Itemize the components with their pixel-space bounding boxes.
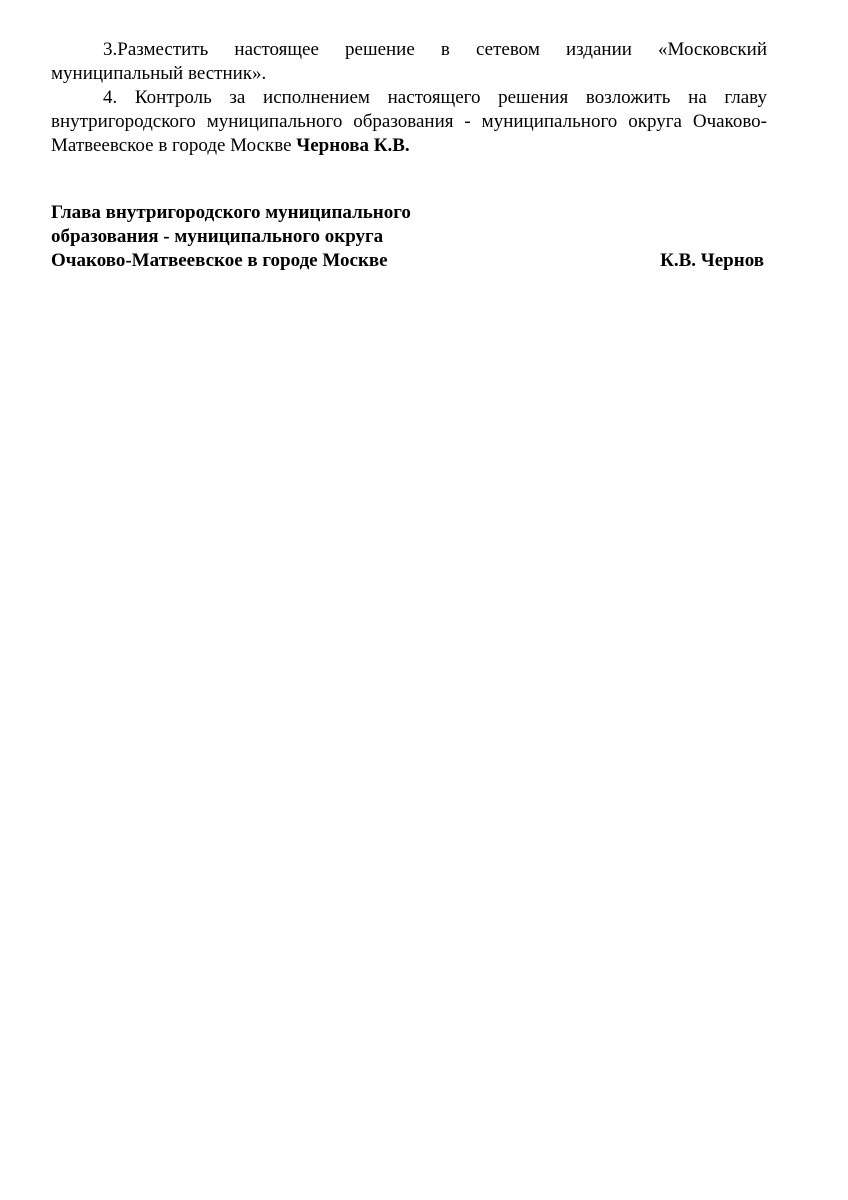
signature-title-line-3: Очаково-Матвеевское в городе Москве bbox=[51, 250, 388, 271]
paragraph-4-text: 4. Контроль за исполнением настоящего решения возложить на главу внутригородского муниципального образования - муниципального округа Очаково-Матвеевское в городе Москве bbox=[51, 87, 767, 156]
paragraph-4-bold-name: Чернова К.В. bbox=[296, 135, 410, 156]
paragraph-4 bbox=[51, 86, 767, 158]
signature-title-line-2: образования - муниципального округа bbox=[51, 226, 384, 247]
signature-block bbox=[51, 201, 767, 273]
signature-title-line-1: Глава внутригородского муниципального bbox=[51, 202, 411, 223]
signature-row bbox=[51, 249, 767, 273]
signatory-name: К.В. Чернов bbox=[660, 250, 764, 271]
paragraph-3 bbox=[51, 38, 767, 86]
paragraph-3-text: 3.Разместить настоящее решение в сетевом издании «Московский муниципальный вестник». bbox=[51, 39, 767, 84]
document-body bbox=[51, 38, 767, 158]
